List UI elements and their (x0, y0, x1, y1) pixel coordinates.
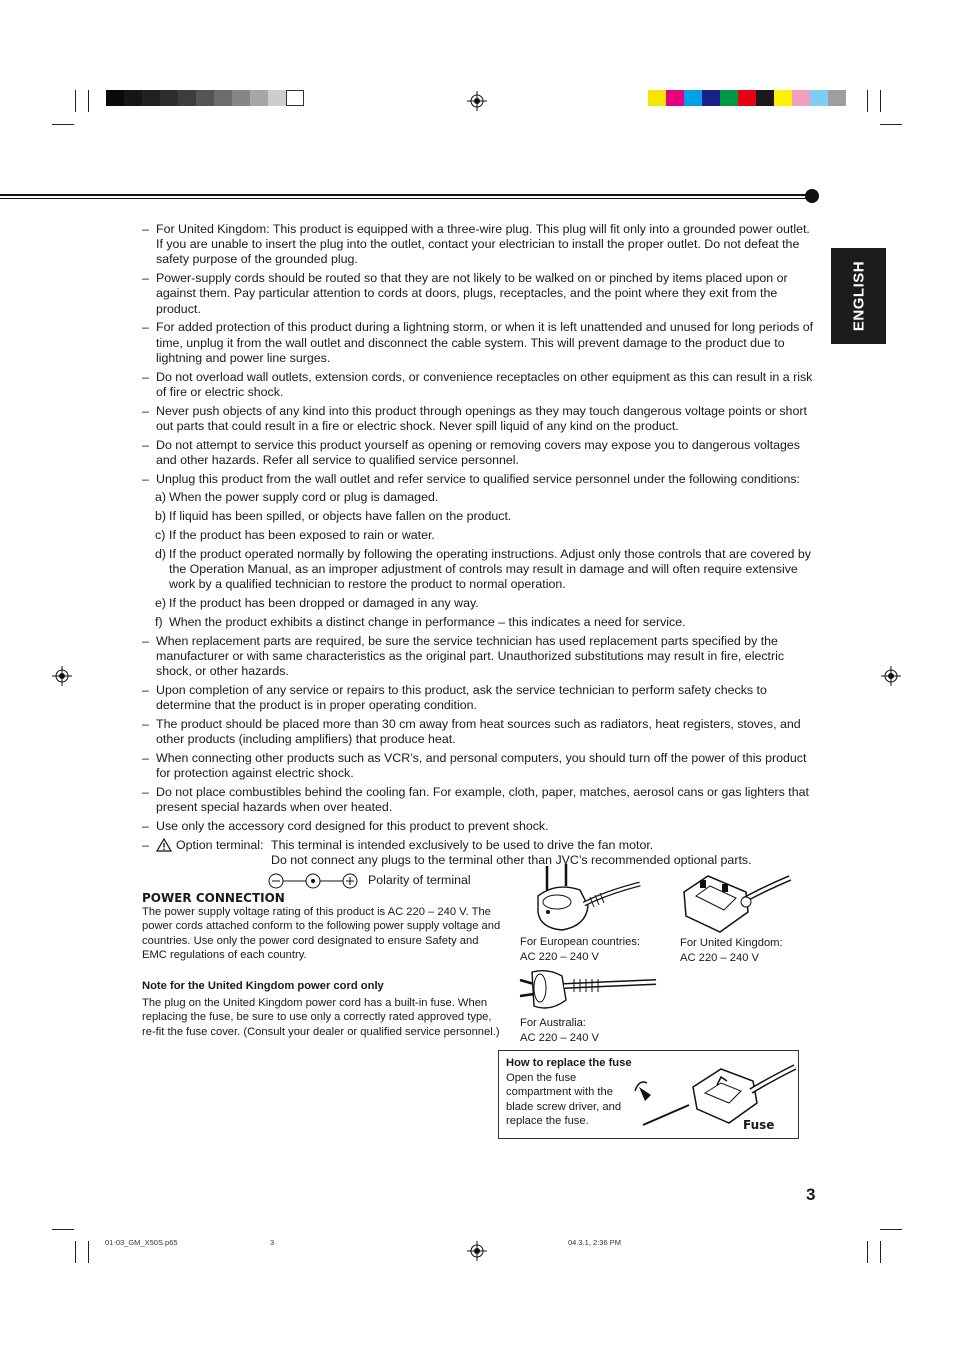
list-item: – When connecting other products such as VCR’s, and personal computers, you should turn off the power of this product for protection against electric shock. (142, 750, 807, 780)
australian-plug-icon (518, 966, 658, 1014)
color-swatch (828, 90, 846, 106)
page-number: 3 (806, 1185, 816, 1204)
fuse-label: Fuse (743, 1118, 775, 1132)
polarity-caption: Polarity of terminal (368, 872, 471, 887)
registration-target-icon (881, 666, 901, 686)
option-terminal-item: – Option terminal: This terminal is intended exclusively to be used to drive the fan motor. Do not connect any plugs to the terminal other than JVC’s recommended optional parts. Polarity of terminal (142, 837, 752, 887)
fuse-title: How to replace the fuse (506, 1057, 632, 1069)
polarity-row (268, 873, 471, 889)
list-item: – For added protection of this product during a lightning storm, or when it is left unattended and unused for long periods of time, unplug it from the wall outlet and disconnect the cable system. This will prevent damage to the product due to lightning and power line surges. (142, 320, 814, 365)
fuse-replacement-box (498, 1050, 799, 1139)
list-item: – For United Kingdom: This product is equipped with a three-wire plug. This plug will fit only into a grounded power outlet. If you are unable to insert the plug into the outlet, contact your electrician to install the proper outlet. Do not defeat the safety purpose of the grounded plug. (142, 222, 810, 267)
language-tab: ENGLISH (831, 248, 886, 344)
color-swatch (106, 90, 124, 106)
polarity-symbol-icon (268, 873, 360, 889)
color-swatch (756, 90, 774, 106)
option-terminal-label: Option terminal: (176, 837, 264, 852)
condition-item: c) If the product has been exposed to rain or water. (155, 528, 435, 542)
color-swatch (142, 90, 160, 106)
color-swatch (684, 90, 702, 106)
list-item: – Do not place combustibles behind the cooling fan. For example, cloth, paper, matches, aerosol cans or gas lighters that present special hazards when over heated. (142, 784, 809, 814)
option-terminal-line2: Do not connect any plugs to the terminal other than JVC’s recommended optional parts. (271, 852, 752, 867)
color-swatch (648, 90, 666, 106)
color-swatch (268, 90, 286, 106)
section-title: POWER CONNECTION (142, 891, 285, 905)
color-swatch (810, 90, 828, 106)
header-rule (0, 194, 812, 196)
power-connection-section (142, 891, 502, 1039)
registration-target-icon (467, 1241, 487, 1261)
color-swatch (286, 90, 304, 106)
condition-item: a) When the power supply cord or plug is damaged. (155, 490, 439, 505)
color-swatch (232, 90, 250, 106)
note-text: The plug on the United Kingdom power cord has a built-in fuse. When replacing the fuse, be sure to use only a correctly rated approved type, re-fit the fuse cover. (Consult your dealer or qualified service personnel.) (142, 997, 500, 1038)
footer-page: 3 (270, 1238, 275, 1247)
color-swatch (774, 90, 792, 106)
registration-target-icon (467, 91, 487, 111)
color-swatch (666, 90, 684, 106)
condition-item: d) If the product operated normally by following the operating instructions. Adjust only those controls that are covered by the Operation Manual, as an improper adjustment of controls may result in damage and will often require extensive work by a qualified technician to restore the product to normal operation. (155, 546, 811, 592)
color-swatch (702, 90, 720, 106)
uk-plug-icon (680, 870, 792, 936)
european-plug-caption: For European countries: AC 220 – 240 V (520, 936, 641, 963)
uk-plug-caption: For United Kingdom: AC 220 – 240 V (680, 937, 783, 964)
power-connection-text: The power supply voltage rating of this product is AC 220 – 240 V. The power cords attached conform to the following power supply voltage and countries. Use only the power cord designated to ensure Safety and EMC regulations of each country. (142, 906, 501, 962)
note-title: Note for the United Kingdom power cord only (142, 979, 384, 992)
color-swatch (792, 90, 810, 106)
european-plug-icon (528, 862, 642, 934)
safety-instructions (142, 222, 814, 887)
footer-timestamp: 04.3.1, 2:36 PM (568, 1238, 621, 1247)
color-swatch (214, 90, 232, 106)
header-rule-dot (805, 189, 819, 203)
condition-item: e) If the product has been dropped or damaged in any way. (155, 596, 479, 610)
fuse-text: Open the fuse compartment with the blade screw driver, and replace the fuse. (506, 1071, 622, 1128)
color-swatch (738, 90, 756, 106)
color-swatch (196, 90, 214, 106)
list-item: – Use only the accessory cord designed for this product to prevent shock. (142, 818, 549, 833)
condition-item: b) If liquid has been spilled, or objects have fallen on the product. (155, 509, 512, 524)
list-item: – The product should be placed more than 30 cm away from heat sources such as radiators, heat registers, stoves, and other products (including amplifiers) that produce heat. (142, 716, 801, 746)
list-item: – Never push objects of any kind into this product through openings as they may touch dangerous voltage points or short out parts that could result in a fire or electric shock. Never spill liquid of any kind on the product. (142, 403, 807, 433)
list-item: – Unplug this product from the wall outlet and refer service to qualified service personnel under the following conditions: (142, 471, 800, 486)
color-swatch (178, 90, 196, 106)
registration-target-icon (52, 666, 72, 686)
color-swatch (160, 90, 178, 106)
list-item: – Power-supply cords should be routed so that they are not likely to be walked on or pinched by items placed upon or against them. Pay particular attention to cords at doors, plugs, receptacles, and the point where they exit from the product. (142, 271, 788, 316)
list-item: – When replacement parts are required, be sure the service technician has used replacement parts specified by the manufacturer or with same characteristics as the original part. Unauthorized substitutions may result in fire, electric shock, or other hazards. (142, 633, 785, 678)
header-rule-thin (0, 198, 812, 199)
condition-item: f) When the product exhibits a distinct change in performance – this indicates a need for service. (155, 614, 686, 629)
australian-plug-caption: For Australia: AC 220 – 240 V (520, 1017, 599, 1044)
list-item: – Do not overload wall outlets, extension cords, or convenience receptacles on other equipment as this can result in a risk of fire or electric shock. (142, 369, 813, 399)
color-swatch (124, 90, 142, 106)
footer-filename: 01-03_GM_X50S.p65 (105, 1238, 178, 1247)
fuse-instructions (506, 1056, 634, 1129)
list-item: – Do not attempt to service this product yourself as opening or removing covers may expose you to dangerous voltages and other hazards. Refer all service to qualified service personnel. (142, 437, 800, 467)
color-swatch (720, 90, 738, 106)
option-terminal-line1: This terminal is intended exclusively to be used to drive the fan motor. (271, 837, 654, 852)
warning-triangle-icon (156, 838, 172, 852)
color-swatch (250, 90, 268, 106)
list-item: – Upon completion of any service or repairs to this product, ask the service technician to perform safety checks to determine that the product is in proper operating condition. (142, 682, 767, 712)
